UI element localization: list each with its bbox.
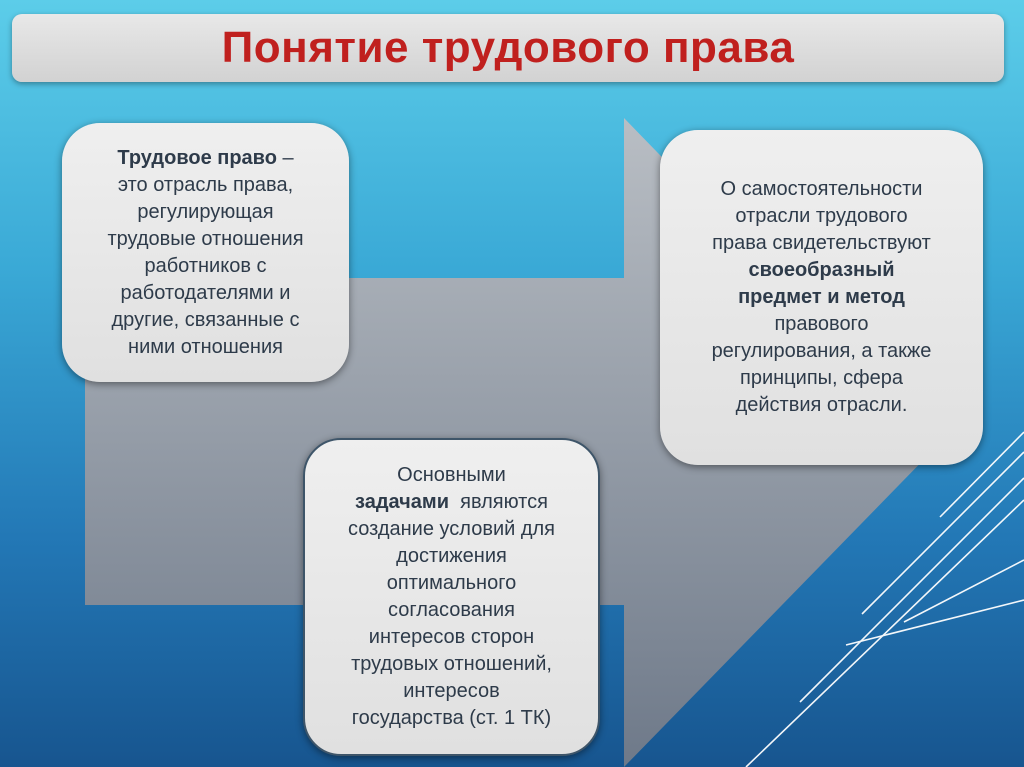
- tasks-bold-line: [323, 489, 580, 516]
- independence-bold-line: своеобразный: [748, 259, 895, 281]
- title-bar: [12, 14, 1004, 82]
- independence-line: принципы, сфера: [740, 367, 903, 389]
- definition-line: работодателями и: [120, 281, 291, 304]
- tasks-bold: задачами: [355, 491, 449, 513]
- definition-line: ними отношения: [128, 335, 283, 358]
- tasks-line: Основными: [397, 464, 506, 486]
- independence-box: [660, 130, 983, 465]
- tasks-line: достижения: [396, 545, 507, 567]
- tasks-box: [303, 438, 600, 756]
- definition-line: трудовые отношения: [107, 227, 304, 250]
- independence-line: правового: [774, 313, 869, 335]
- definition-line: другие, связанные с: [111, 308, 300, 331]
- tasks-line: согласования: [388, 599, 515, 621]
- independence-line: права свидетельствуют: [712, 232, 931, 254]
- slide-title: Понятие трудового права: [221, 23, 795, 72]
- tasks-line: интересов сторон: [368, 626, 535, 648]
- definition-term: Трудовое право: [117, 146, 277, 169]
- tasks-line: оптимального: [386, 572, 517, 594]
- definition-line: это отрасль права,: [117, 173, 294, 196]
- independence-line: отрасли трудового: [735, 205, 908, 227]
- independence-line: О самостоятельности: [720, 178, 923, 200]
- definition-dash: –: [276, 146, 294, 169]
- tasks-line: интересов: [403, 680, 500, 702]
- definition-line: регулирующая: [137, 200, 274, 223]
- independence-line: регулирования, а также: [711, 340, 932, 362]
- independence-line: действия отрасли.: [735, 394, 908, 416]
- definition-first-line: [80, 145, 331, 172]
- tasks-line: трудовых отношений,: [351, 653, 552, 675]
- tasks-line: государства (ст. 1 ТК): [351, 707, 552, 729]
- definition-line: работников с: [144, 254, 267, 277]
- definition-box: [62, 123, 349, 382]
- tasks-after-bold: являются: [449, 491, 548, 513]
- tasks-line: создание условий для: [347, 518, 556, 540]
- independence-bold-line: предмет и метод: [738, 286, 905, 308]
